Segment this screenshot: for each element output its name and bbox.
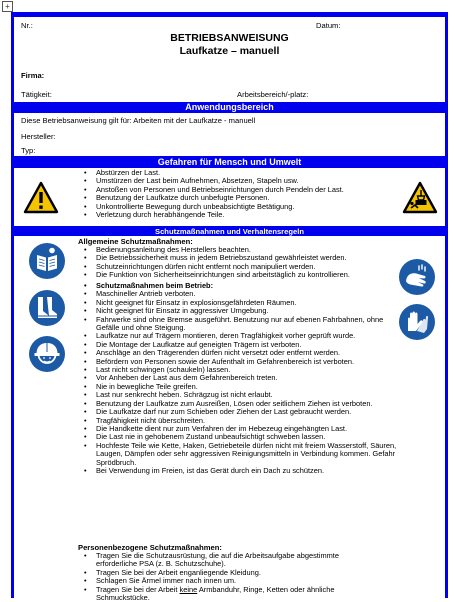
personen-list <box>82 552 382 602</box>
list-item: • Nicht geeignet für Einsatz in aggressiver Umgebung. <box>82 307 398 315</box>
personenbezogene-heading: Personenbezogene Schutzmaßnahmen: <box>78 543 222 552</box>
nr-label: Nr.: <box>21 21 33 30</box>
list-item: • Fahrwerke sind ohne Bremse ausgeführt. Benutzung nur auf ebenen Fahrbahnen, ohne Gefälle und ohne Steigung. <box>82 316 398 333</box>
arbeitsbereich-label: Arbeitsbereich/-platz: <box>237 90 309 99</box>
anwendungsbereich-block <box>14 113 445 156</box>
list-item: • Tragen Sie die Schutzausrüstung, die auf die Arbeitsaufgabe abgestimmte erforderliche PSA (z. B. Schutzschuhe). <box>82 552 382 569</box>
list-item: • Die Betriebssicherheit muss in jedem Betriebszustand gewährleistet werden. <box>82 254 402 262</box>
list-item: • Maschineller Antrieb verboten. <box>82 290 398 298</box>
move-cross-icon[interactable]: + <box>2 1 13 12</box>
list-item: • Befördern von Personen sowie der Aufenthalt im Gefahrenbereich ist verboten. <box>82 358 398 366</box>
section-header-schutzmassnahmen: Schutzmaßnahmen und Verhaltensregeln <box>155 227 304 236</box>
list-item: • Umstürzen der Last beim Aufnehmen, Absetzen, Stapeln usw. <box>82 177 422 185</box>
list-item: • Last nur senkrecht heben. Schrägzug ist nicht erlaubt. <box>82 391 398 399</box>
list-item: • Last nicht schwingen (schaukeln) lassen. <box>82 366 398 374</box>
general-warning-icon <box>23 181 59 214</box>
header-block <box>14 17 445 102</box>
list-item: • Benutzung der Laufkatze zum Ausreißen, Lösen oder seitlichem Ziehen ist verboten. <box>82 400 398 408</box>
betrieb-list <box>82 282 398 475</box>
list-item: • Laufkatze nur auf Trägern montieren, deren Tragfähigkeit vorher geprüft wurde. <box>82 332 398 340</box>
list-item: • Tragfähigkeit nicht überschreiten. <box>82 417 398 425</box>
document-title: BETRIEBSANWEISUNG <box>170 32 289 44</box>
list-item: • Abstürzen der Last. <box>82 169 422 177</box>
document-subtitle: Laufkatze – manuell <box>179 45 280 57</box>
list-item: • Unkontrollierte Bewegung durch unbeabsichtigte Betätigung. <box>82 203 422 211</box>
list-item: • Anschläge an den Trägerenden dürfen nicht versetzt oder entfernt werden. <box>82 349 398 357</box>
section-header-gefahren: Gefahren für Mensch und Umwelt <box>157 157 302 167</box>
taetigkeit-label: Tätigkeit: <box>21 90 52 99</box>
datum-label: Datum: <box>316 21 341 30</box>
list-item: • Anstoßen von Personen und Betriebseinrichtungen durch Pendeln der Last. <box>82 186 422 194</box>
list-item: • Nicht geeignet für Einsatz in explosionsgefährdeten Räumen. <box>82 299 398 307</box>
list-item-jewelry: • Tragen Sie bei der Arbeit keine Armbanduhr, Ringe, Ketten oder ähnliche Schmuckstücke. <box>82 586 382 602</box>
firma-label: Firma: <box>21 71 45 80</box>
safety-boots-icon <box>28 289 66 327</box>
list-item: • Die Handkette dient nur zum Verfahren der im Hebezeug eingehängten Last. <box>82 425 398 433</box>
gefahren-block <box>14 168 445 226</box>
schutzmassnahmen-block <box>14 236 445 602</box>
list-item: • Nie in bewegliche Teile greifen. <box>82 383 398 391</box>
list-item: • Die Last nie in gehobenem Zustand unbeaufsichtigt schweben lassen. <box>82 433 398 441</box>
section-header-anwendungsbereich: Anwendungsbereich <box>185 102 274 112</box>
hard-hat-icon <box>28 335 66 373</box>
betrieb-heading: • Schutzmaßnahmen beim Betrieb: <box>82 282 398 290</box>
gefahren-list <box>82 169 422 219</box>
scope-text: Diese Betriebsanweisung gilt für: Arbeiten mit der Laufkatze - manuell <box>21 116 256 125</box>
list-item: • Die Montage der Laufkatze auf geneigten Trägern ist verboten. <box>82 341 398 349</box>
list-item: • Die Laufkatze darf nur zum Schieben oder Ziehen der Last gebraucht werden. <box>82 408 398 416</box>
list-item: • Die Funktion von Sicherheitseinrichtungen sind arbeitstäglich zu kontrollieren. <box>82 271 402 279</box>
protective-gloves-icon <box>398 303 436 341</box>
allgemeine-schutzmassnahmen-heading: Allgemeine Schutzmaßnahmen: <box>78 237 193 246</box>
list-item: • Schutzeinrichtungen dürfen nicht entfernt noch manipuliert werden. <box>82 263 402 271</box>
list-item: • Bedienungsanleitung des Herstellers beachten. <box>82 246 402 254</box>
betriebsanweisung-frame <box>11 12 448 602</box>
allgemeine-list <box>82 246 402 280</box>
list-item: • Benutzung der Laufkatze durch unbefugte Personen. <box>82 194 422 202</box>
typ-label: Typ: <box>21 146 36 155</box>
list-item: • Bei Verwendung im Freien, ist das Gerät durch ein Dach zu schützen. <box>82 467 398 475</box>
hand-washing-icon <box>398 258 436 296</box>
hersteller-label: Hersteller: <box>21 132 56 141</box>
list-item: • Tragen Sie bei der Arbeit enganliegende Kleidung. <box>82 569 382 577</box>
list-item: • Hochfeste Teile wie Kette, Haken, Getriebeteile dürfen nicht mit freiem Wasserstoff, Säuren, Laugen, Dämpfen oder sehr aggressiven Reinigungsmitteln in Verbindung kommen. Gefahr Sprödbruch. <box>82 442 398 467</box>
list-item: • Verletzung durch herabhängende Teile. <box>82 211 422 219</box>
list-item: • Vor Anheben der Last aus dem Gefahrenbereich treten. <box>82 374 398 382</box>
read-manual-icon <box>28 242 66 280</box>
list-item: • Schlagen Sie Ärmel immer nach innen um. <box>82 577 382 585</box>
